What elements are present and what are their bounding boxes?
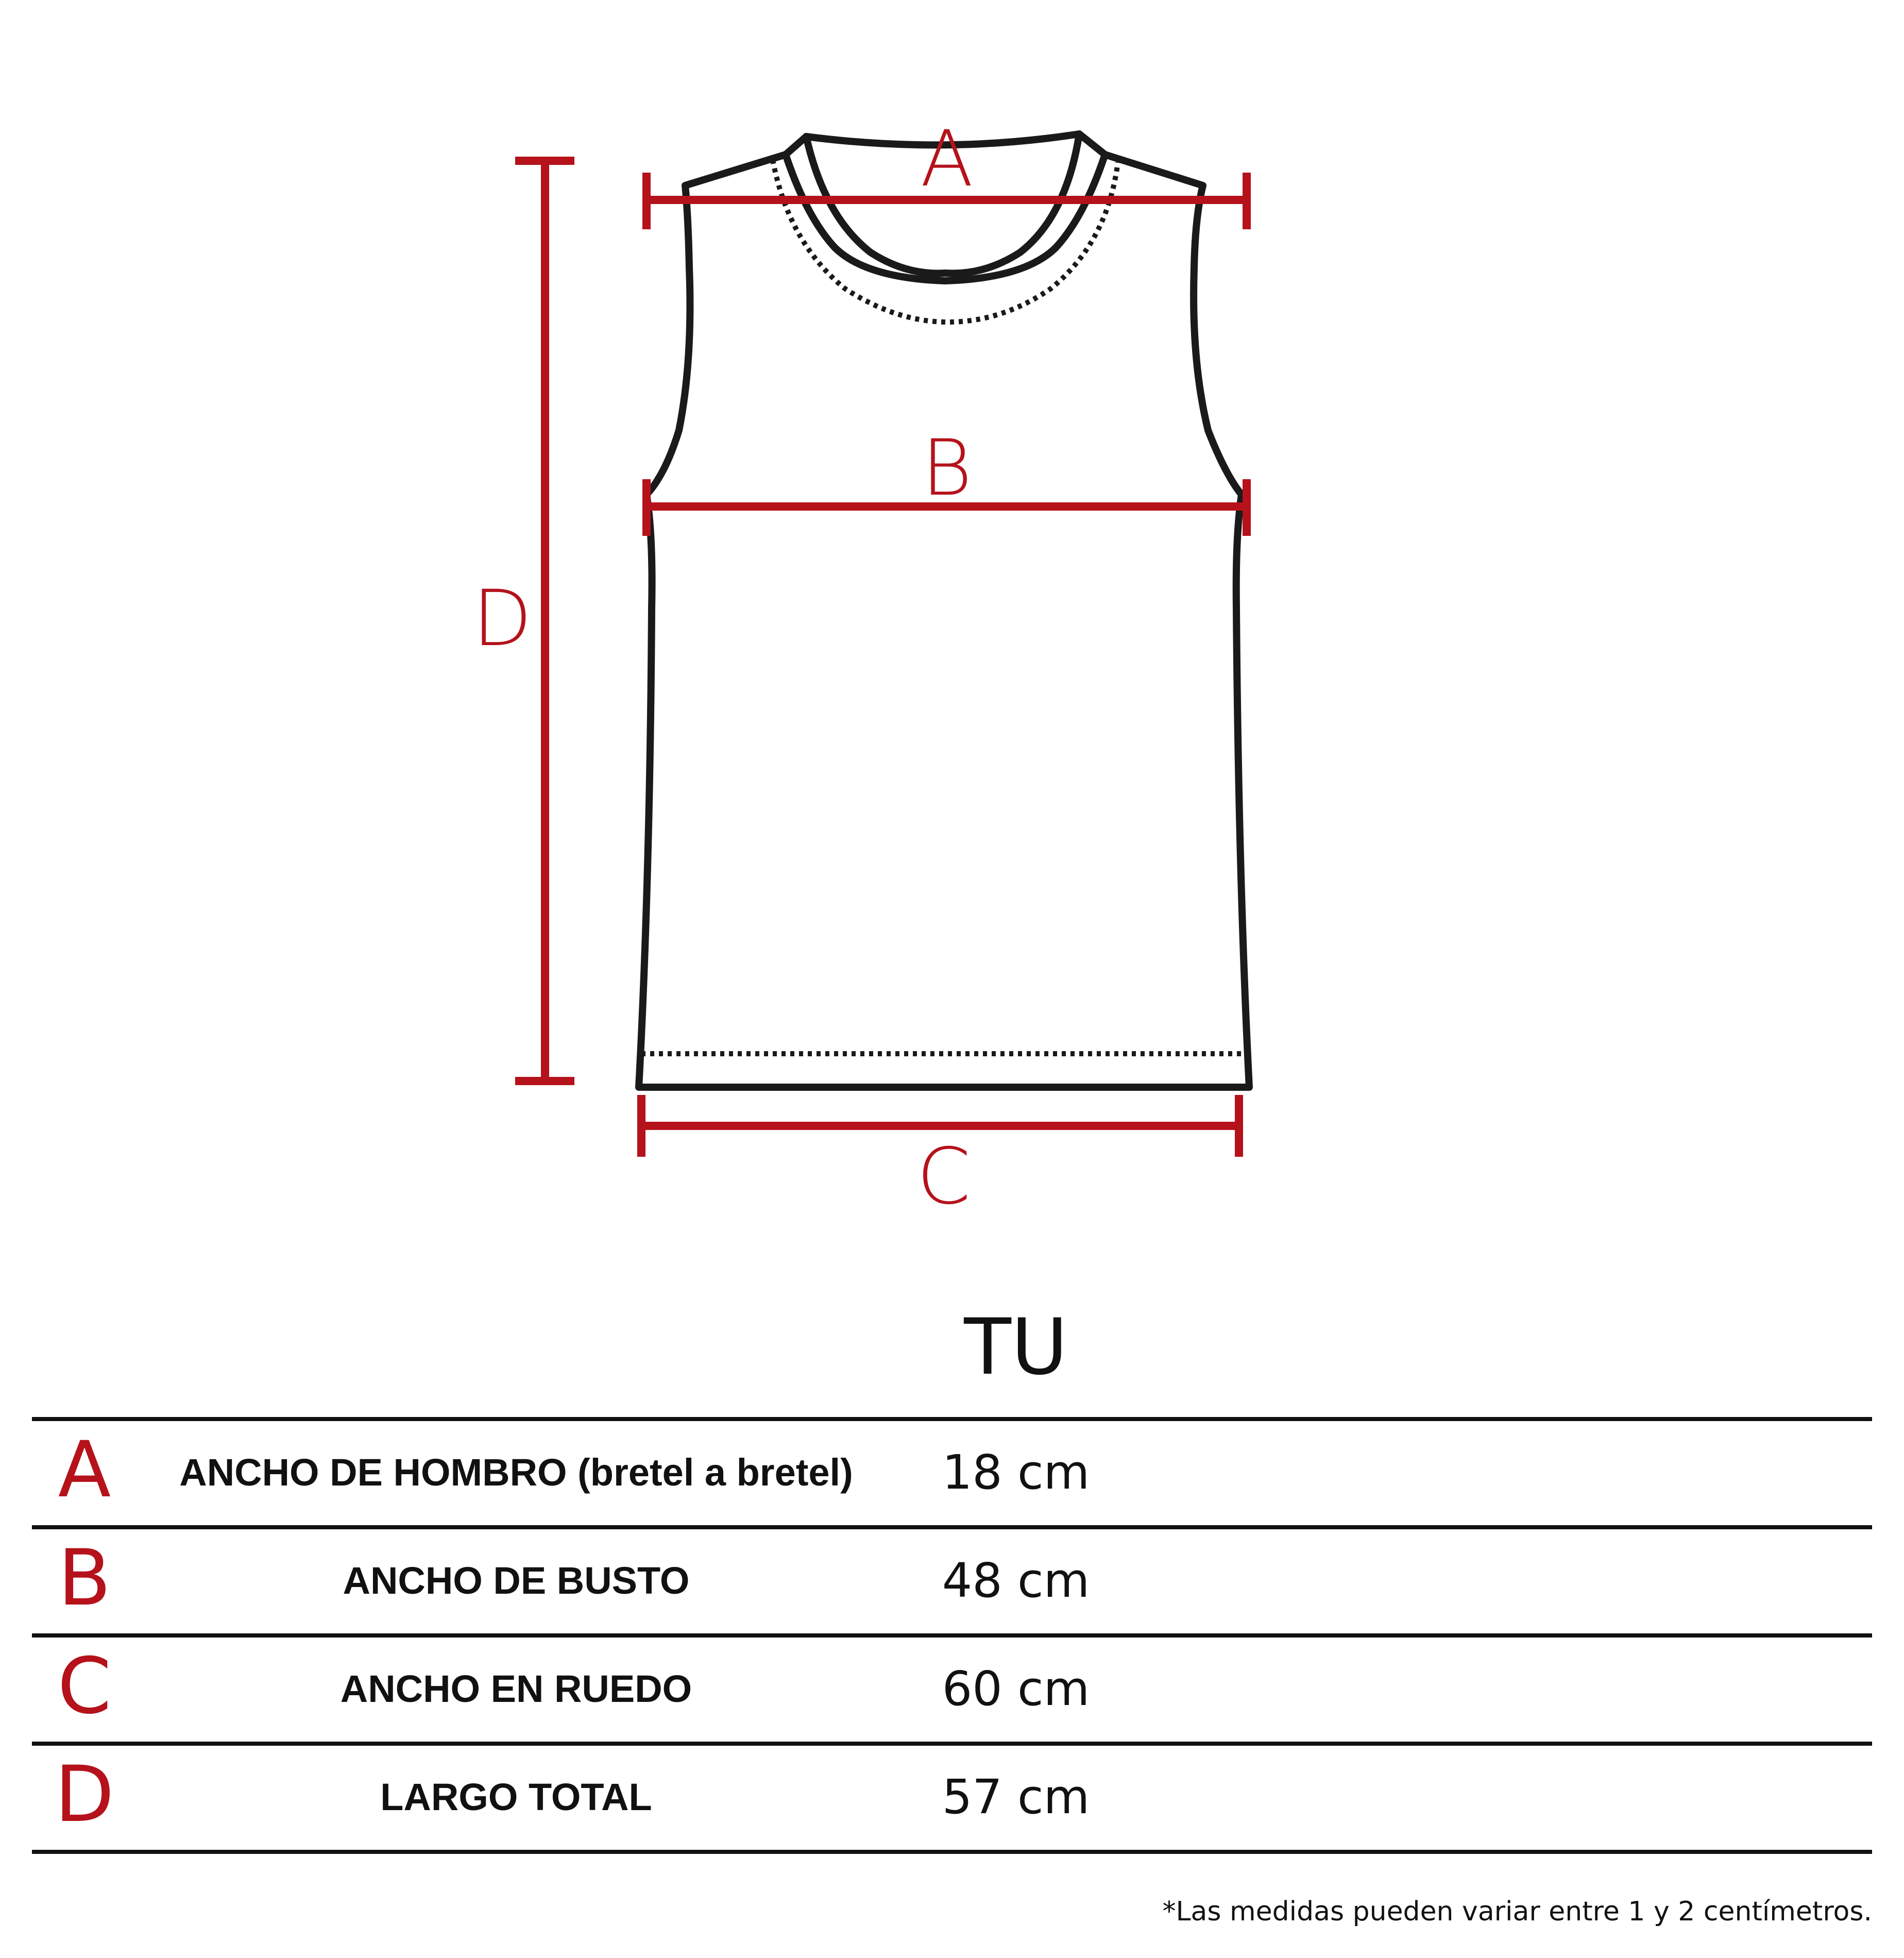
- tank-top-body: [639, 155, 1249, 1087]
- table-rule: [32, 1525, 1872, 1529]
- row-value: 60 cm: [942, 1661, 1090, 1716]
- row-label: ANCHO DE BUSTO: [343, 1559, 690, 1602]
- neck-right-edge: [1079, 134, 1105, 155]
- dimension-lines: [515, 161, 1247, 1157]
- tank-top-outline: [639, 134, 1249, 1087]
- row-label: LARGO TOTAL: [380, 1776, 652, 1818]
- table-rule: [32, 1742, 1872, 1746]
- neck-left-edge: [786, 137, 806, 155]
- table-rule: [32, 1633, 1872, 1638]
- row-label: ANCHO EN RUEDO: [340, 1667, 692, 1710]
- row-value: 18 cm: [942, 1445, 1090, 1500]
- table-rule: [32, 1417, 1872, 1421]
- table-rule: [32, 1850, 1872, 1854]
- table-row: [32, 1746, 1872, 1849]
- row-value: 57 cm: [942, 1769, 1090, 1825]
- row-letter: A: [58, 1425, 111, 1515]
- row-letter: B: [58, 1533, 111, 1623]
- row-letter: C: [57, 1642, 112, 1731]
- row-value: 48 cm: [942, 1553, 1090, 1608]
- dimension-b-label: B: [921, 424, 973, 513]
- table-row: [32, 1638, 1872, 1741]
- table-row: [32, 1529, 1872, 1632]
- size-header: TU: [964, 1303, 1068, 1392]
- row-label: ANCHO DE HOMBRO (bretel a bretel): [179, 1451, 853, 1494]
- dimension-c-label: C: [916, 1132, 971, 1222]
- stitching: [641, 160, 1247, 1054]
- dimension-a-label: A: [920, 114, 974, 204]
- row-letter: D: [55, 1750, 114, 1839]
- table-row: [32, 1421, 1872, 1524]
- footnote: *Las medidas pueden variar entre 1 y 2 centímetros.: [1162, 1896, 1872, 1927]
- dimension-d-label: D: [472, 574, 532, 664]
